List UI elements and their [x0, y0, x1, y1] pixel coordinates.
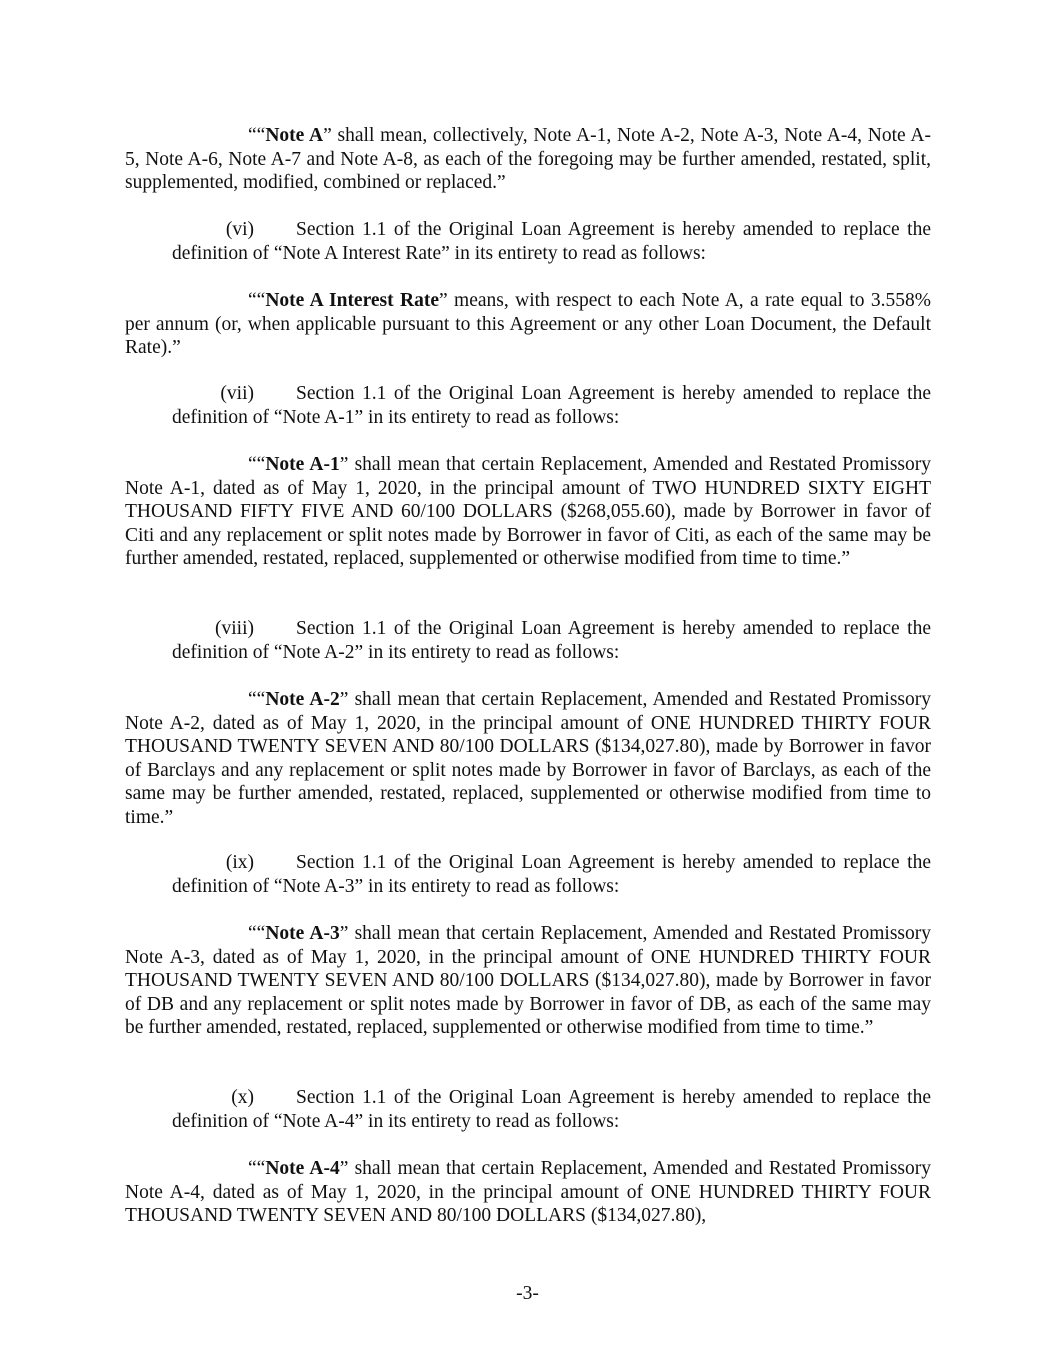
- defined-term: Note A: [265, 125, 324, 146]
- defined-term: Note A-3: [265, 923, 340, 944]
- definition-note-a-3: [125, 922, 931, 1040]
- definition-note-a-1: [125, 453, 931, 571]
- amendment-text: Section 1.1 of the Original Loan Agreement is hereby amended to replace the definition of “Note A-4” in its entirety to read as follows:: [172, 1087, 931, 1132]
- open-quote: ““: [248, 454, 266, 475]
- defined-term: Note A-4: [265, 1158, 340, 1179]
- definition-text: ” shall mean that certain Replacement, Amended and Restated Promissory Note A-1, dated as of May 1, 2020, in the principal amount of TWO HUNDRED SIXTY EIGHT THOUSAND FIFTY FIVE AND 60/100 DOLLARS ($268,055.60), made by Borrower in favor of Citi and any replacement or split notes made by Borrower in favor of Citi, as each of the same may be further amended, restated, replaced, supplemented or otherwise modified from time to time.”: [125, 454, 931, 570]
- clause-number: (x): [231, 1087, 254, 1108]
- clause-number: (viii): [215, 618, 254, 639]
- definition-text: ” shall mean, collectively, Note A-1, Note A-2, Note A-3, Note A-4, Note A-5, Note A-6, Note A-7 and Note A-8, as each of the foregoing may be further amended, restated, split, supplemented, modified, combined or replaced.”: [125, 125, 931, 194]
- definition-note-a-2: [125, 688, 931, 830]
- defined-term: Note A Interest Rate: [265, 290, 440, 311]
- amendment-ix: [172, 851, 931, 898]
- definition-note-a-4: [125, 1157, 931, 1228]
- amendment-text: Section 1.1 of the Original Loan Agreement is hereby amended to replace the definition of “Note A-2” in its entirety to read as follows:: [172, 618, 931, 663]
- open-quote: ““: [248, 125, 266, 146]
- open-quote: ““: [248, 923, 266, 944]
- open-quote: ““: [248, 689, 266, 710]
- clause-number: (vii): [220, 383, 254, 404]
- amendment-x: [172, 1086, 931, 1133]
- amendment-vi: [172, 218, 931, 265]
- open-quote: ““: [248, 290, 266, 311]
- clause-number: (ix): [225, 852, 254, 873]
- amendment-text: Section 1.1 of the Original Loan Agreement is hereby amended to replace the definition of “Note A-1” in its entirety to read as follows:: [172, 383, 931, 428]
- definition-text: ” shall mean that certain Replacement, Amended and Restated Promissory Note A-3, dated as of May 1, 2020, in the principal amount of ONE HUNDRED THIRTY FOUR THOUSAND TWENTY SEVEN AND 80/100 DOLLARS ($134,027.80), made by Borrower in favor of DB and any replacement or split notes made by Borrower in favor of DB, as each of the same may be further amended, restated, replaced, supplemented or otherwise modified from time to time.”: [125, 923, 931, 1039]
- defined-term: Note A-1: [265, 454, 340, 475]
- defined-term: Note A-2: [265, 689, 340, 710]
- page-number: -3-: [516, 1283, 539, 1304]
- definition-text: ” shall mean that certain Replacement, Amended and Restated Promissory Note A-4, dated as of May 1, 2020, in the principal amount of ONE HUNDRED THIRTY FOUR THOUSAND TWENTY SEVEN AND 80/100 DOLLARS ($134,027.80),: [125, 1158, 931, 1227]
- amendment-text: Section 1.1 of the Original Loan Agreement is hereby amended to replace the definition of “Note A Interest Rate” in its entirety to read as follows:: [172, 219, 931, 264]
- definition-text: ” means, with respect to each Note A, a rate equal to 3.558% per annum (or, when applicable pursuant to this Agreement or any other Loan Document, the Default Rate).”: [125, 290, 932, 359]
- clause-number: (vi): [225, 219, 254, 240]
- definition-text: ” shall mean that certain Replacement, Amended and Restated Promissory Note A-2, dated as of May 1, 2020, in the principal amount of ONE HUNDRED THIRTY FOUR THOUSAND TWENTY SEVEN AND 80/100 DOLLARS ($134,027.80), made by Borrower in favor of Barclays and any replacement or split notes made by Borrower in favor of Barclays, as each of the same may be further amended, restated, replaced, supplemented or otherwise modified from time to time.”: [125, 689, 931, 828]
- definition-note-a: [125, 124, 931, 195]
- open-quote: ““: [248, 1158, 266, 1179]
- definition-note-a-interest-rate: [125, 289, 931, 360]
- amendment-text: Section 1.1 of the Original Loan Agreement is hereby amended to replace the definition of “Note A-3” in its entirety to read as follows:: [172, 852, 931, 897]
- amendment-vii: [172, 382, 931, 429]
- amendment-viii: [172, 617, 931, 664]
